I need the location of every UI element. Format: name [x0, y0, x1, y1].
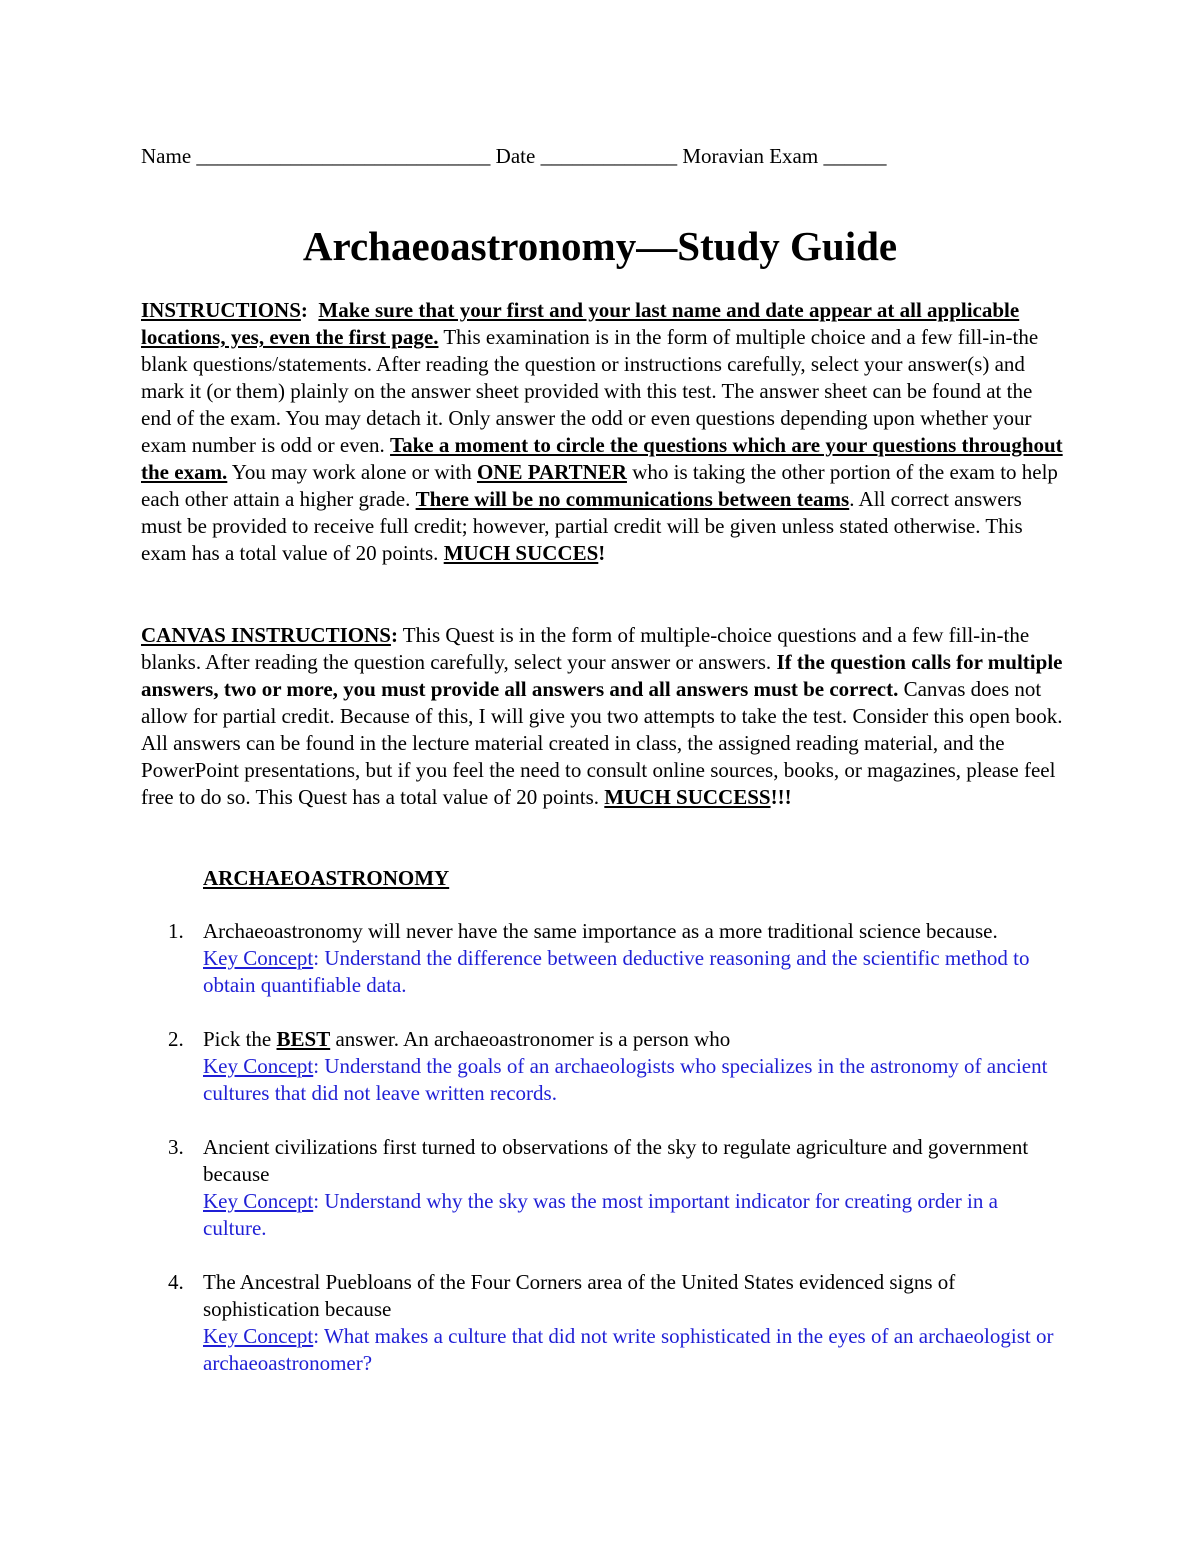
- key-concept: [203, 1324, 1053, 1375]
- name-blank: ____________________________: [196, 144, 491, 168]
- key-concept-label: Key Concept: [203, 1324, 314, 1348]
- instructions-text-2: You may work alone or with: [227, 460, 477, 484]
- key-concept-text: : Understand why the sky was the most important indicator for creating order in a culture.: [203, 1189, 998, 1240]
- instructions-label: INSTRUCTIONS: [141, 298, 301, 322]
- question-number: 3.: [168, 1135, 184, 1159]
- question-item: [141, 1026, 1066, 1107]
- canvas-instructions-colon: :: [390, 623, 398, 647]
- exam-label: Moravian Exam: [682, 144, 819, 168]
- instructions-emphasis-circle: Take a moment to circle the questions which are your questions throughout the exam.: [141, 433, 1063, 484]
- question-text-emphasis: BEST: [276, 1027, 331, 1051]
- instructions-emphasis-teams: There will be no communications between teams: [415, 487, 850, 511]
- header-fields: [141, 142, 1061, 170]
- question-text-before: Pick the: [203, 1027, 277, 1051]
- instructions-paragraph: [141, 297, 1066, 567]
- key-concept-text: : Understand the goals of an archaeologists who specializes in the astronomy of ancient cultures that did not leave written records.: [203, 1054, 1048, 1105]
- question-item: [141, 918, 1066, 999]
- instructions-emphasis-name-date: Make sure that your first and your last name and date appear at all applicable locations, yes, even the first page.: [141, 298, 1020, 349]
- canvas-instructions-text-1: This Quest is in the form of multiple-choice questions and a few fill-in-the blanks. After reading the question carefully, select your answer or answers.: [141, 623, 1030, 674]
- canvas-instructions-text-2: Canvas does not allow for partial credit. Because of this, I will give you two attempts to take the test. Consider this open book. All answers can be found in the lecture material created in class, the assigned reading material, and the PowerPoint presentations, but if you feel the need to consult online sources, books, or magazines, please feel free to do so. This Quest has a total value of 20 points.: [141, 677, 1063, 809]
- key-concept-label: Key Concept: [203, 1054, 314, 1078]
- date-label: Date: [495, 144, 536, 168]
- question-item: [141, 1134, 1066, 1242]
- canvas-instructions-emphasis-success: MUCH SUCCESS: [604, 785, 771, 809]
- key-concept: [203, 946, 1030, 997]
- question-text-after: answer. An archaeoastronomer is a person who: [330, 1027, 731, 1051]
- key-concept: [203, 1054, 1047, 1105]
- section-heading: ARCHAEOASTRONOMY: [203, 866, 450, 890]
- question-item: [141, 1269, 1066, 1377]
- question-text: The Ancestral Puebloans of the Four Corners area of the United States evidenced signs of sophistication because: [203, 1270, 956, 1321]
- instructions-text-5: !: [598, 541, 606, 565]
- instructions-text-3: who is taking the other portion of the exam to help each other attain a higher grade.: [141, 460, 1058, 511]
- canvas-instructions-paragraph: [141, 622, 1066, 811]
- exam-blank: ______: [823, 144, 887, 168]
- key-concept-label: Key Concept: [203, 946, 314, 970]
- instructions-colon: :: [300, 298, 308, 322]
- instructions-emphasis-success: MUCH SUCCES: [443, 541, 599, 565]
- question-number: 2.: [168, 1027, 184, 1051]
- date-blank: _____________: [540, 144, 678, 168]
- canvas-instructions-label: CANVAS INSTRUCTIONS: [141, 623, 391, 647]
- instructions-text-4: . All correct answers must be provided to receive full credit; however, partial credit will be given unless stated otherwise. This exam has a total value of 20 points.: [141, 487, 1023, 565]
- question-text: Archaeoastronomy will never have the same importance as a more traditional science because.: [203, 919, 998, 943]
- instructions-text-1: This examination is in the form of multiple choice and a few fill-in-the blank questions/statements. After reading the question or instructions carefully, select your answer(s) and mark it (or them) plainly on the answer sheet provided with this test. The answer sheet can be found at the end of the exam. You may detach it. Only answer the odd or even questions depending upon whether your exam number is odd or even.: [141, 325, 1039, 457]
- question-number: 4.: [168, 1270, 184, 1294]
- instructions-emphasis-partner: ONE PARTNER: [476, 460, 627, 484]
- name-label: Name: [141, 144, 192, 168]
- canvas-instructions-emphasis-multiple: If the question calls for multiple answers, two or more, you must provide all answers and all answers must be correct.: [141, 650, 1063, 701]
- key-concept-text: : Understand the difference between deductive reasoning and the scientific method to obtain quantifiable data.: [203, 946, 1030, 997]
- key-concept-label: Key Concept: [203, 1189, 314, 1213]
- question-list: [141, 918, 1066, 1404]
- key-concept-text: : What makes a culture that did not write sophisticated in the eyes of an archaeologist or archaeoastronomer?: [203, 1324, 1054, 1375]
- key-concept: [203, 1189, 998, 1240]
- question-number: 1.: [168, 919, 184, 943]
- canvas-instructions-text-3: !!!: [770, 785, 792, 809]
- page-title: Archaeoastronomy—Study Guide: [302, 223, 898, 269]
- question-text: Ancient civilizations first turned to observations of the sky to regulate agriculture and government because: [203, 1135, 1029, 1186]
